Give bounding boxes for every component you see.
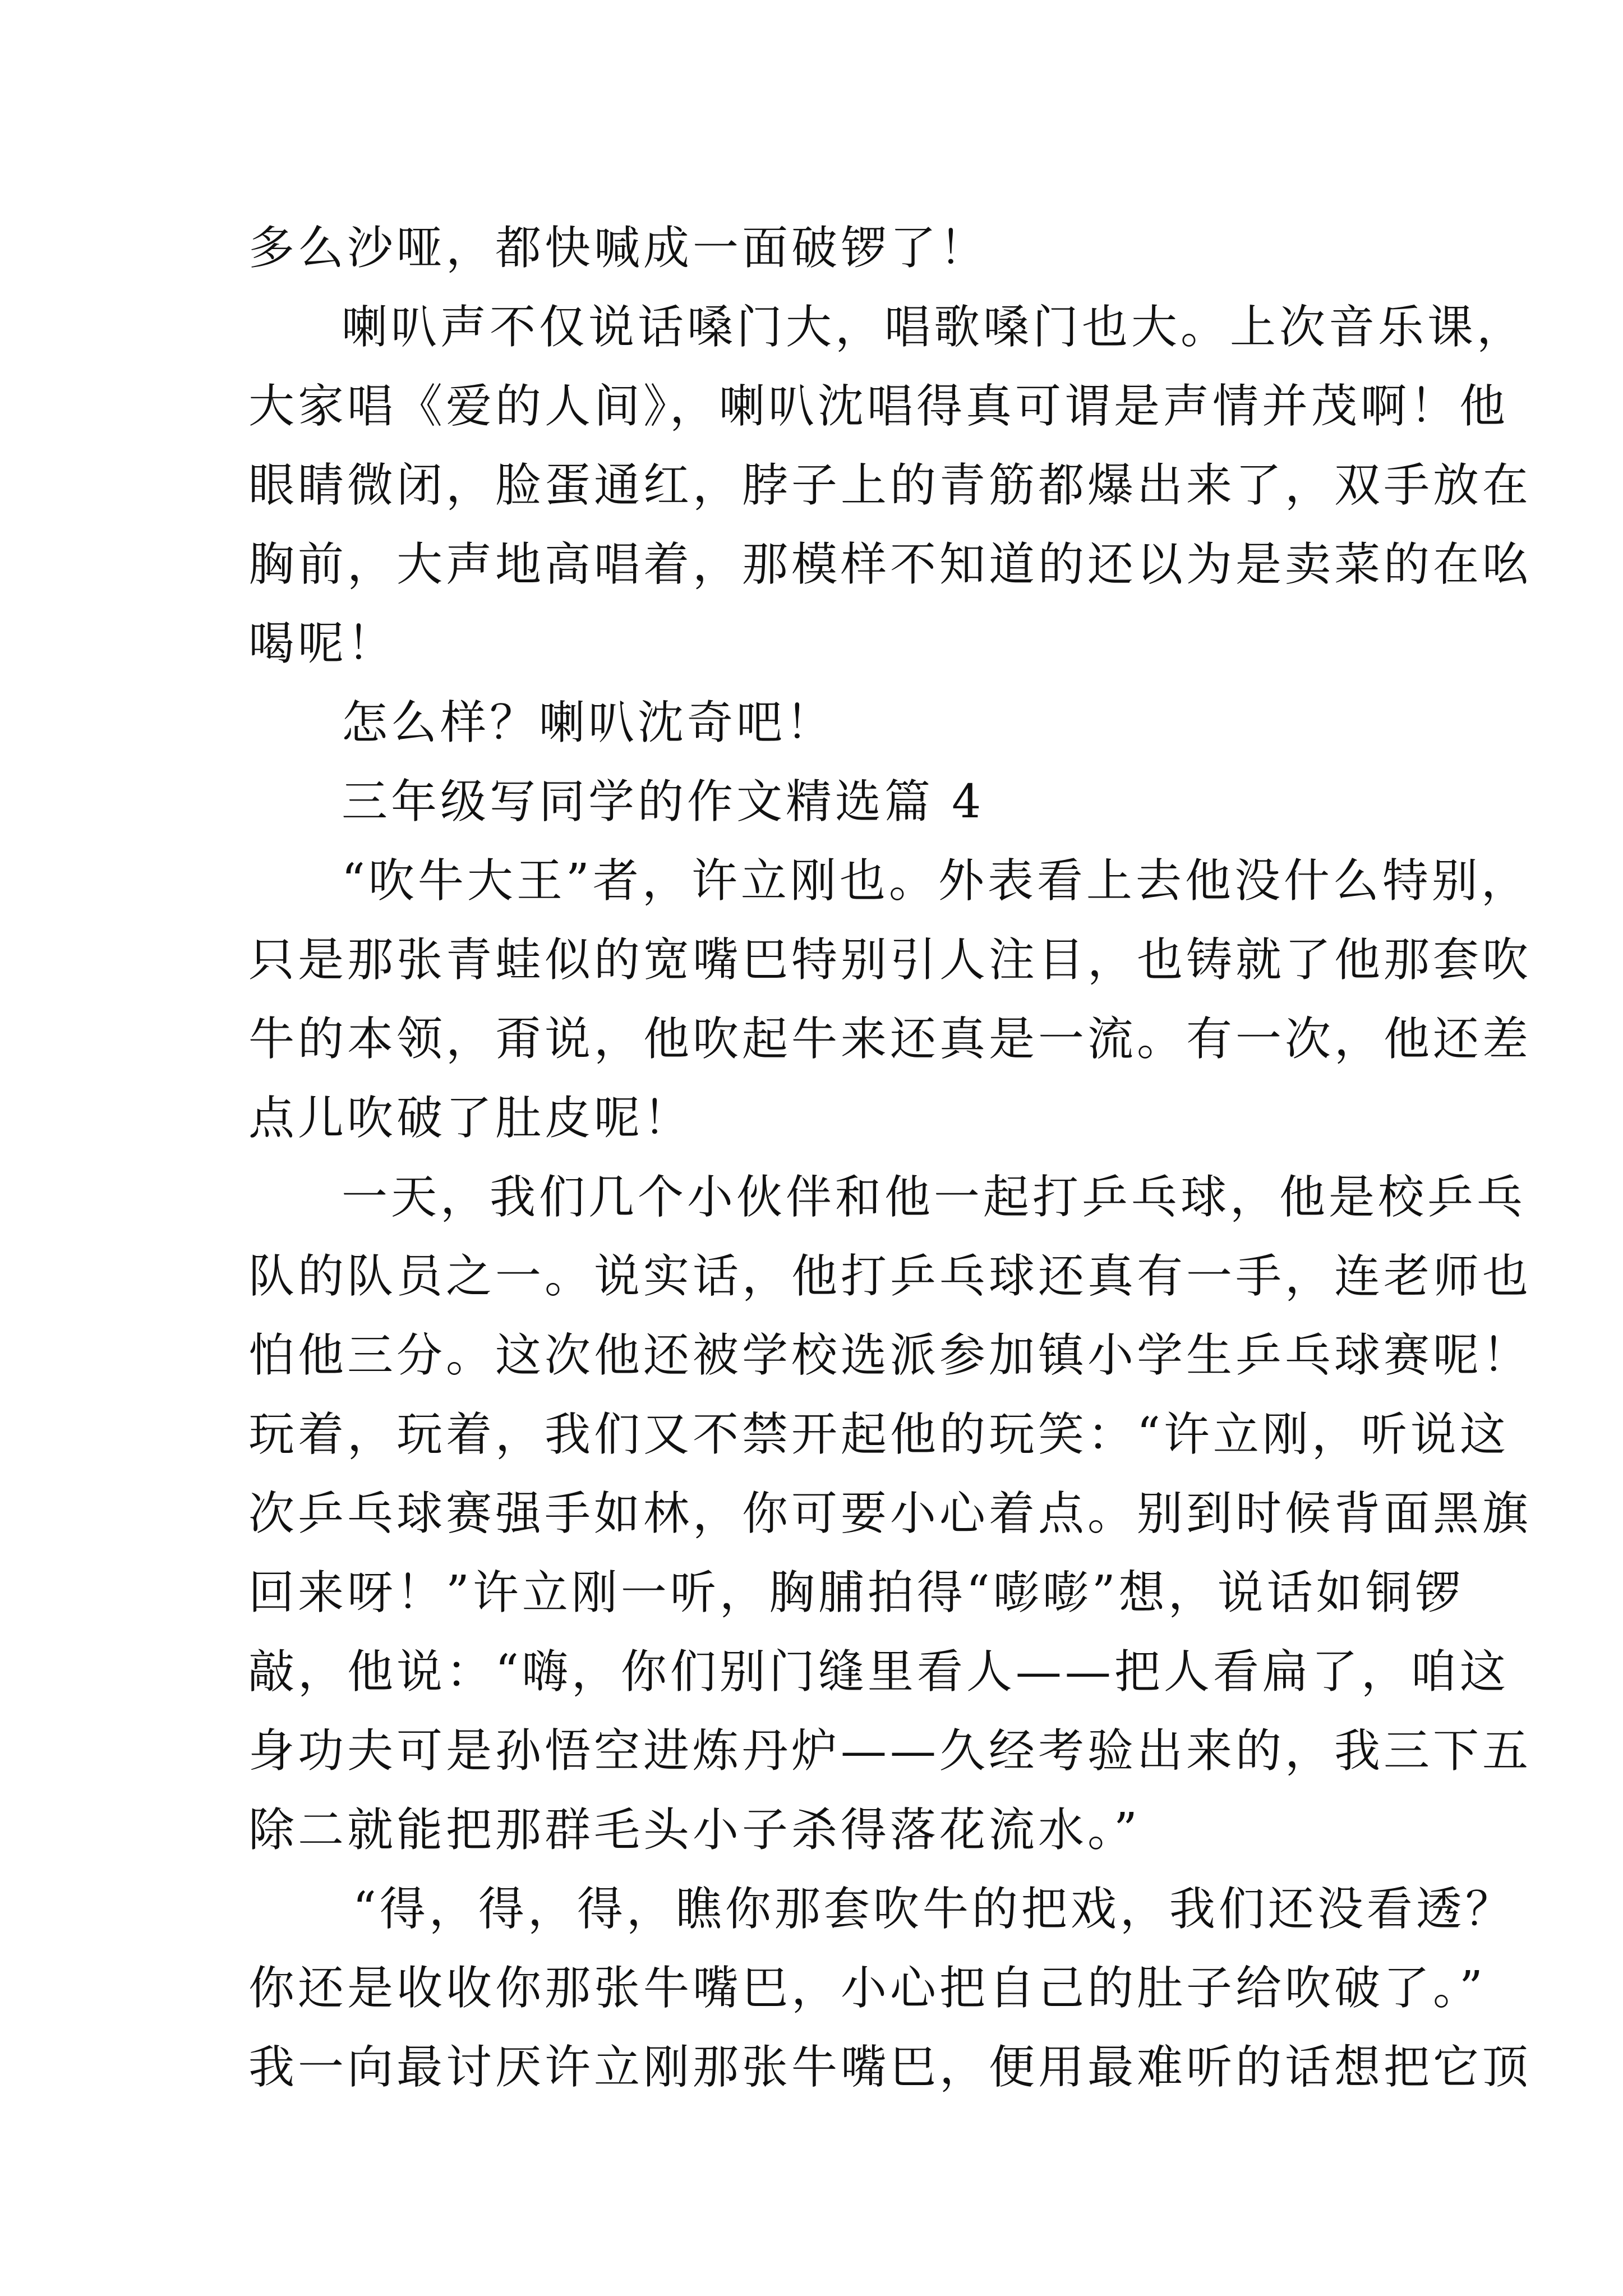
- text-line: 身功夫可是孙悟空进炼丹炉——久经考验出来的，我三下五: [248, 1724, 1532, 1778]
- text-line: 大家唱《爱的人间》，喇叭沈唱得真可谓是声情并茂啊！他: [248, 380, 1509, 433]
- text-line: 回来呀！”许立刚一听，胸脯拍得“嘭嘭”想，说话如铜锣: [248, 1566, 1464, 1619]
- text-line: 点儿吹破了肚皮呢！: [248, 1092, 693, 1145]
- text-line: 喝呢！: [248, 617, 397, 670]
- text-line: “吹牛大王”者，许立刚也。外表看上去他没什么特别，: [342, 854, 1530, 908]
- text-line: 喇叭声不仅说话嗓门大，唱歌嗓门也大。上次音乐课，: [342, 301, 1527, 354]
- text-line: 胸前，大声地高唱着，那模样不知道的还以为是卖菜的在吆: [248, 538, 1532, 591]
- text-line: 敲，他说：“嗨，你们别门缝里看人——把人看扁了，咱这: [248, 1645, 1509, 1699]
- text-line: “得，得，得，瞧你那套吹牛的把戏，我们还没看透？: [353, 1883, 1515, 1936]
- text-line: 次乒乓球赛强手如林，你可要小心着点。别到时候背面黑旗: [248, 1487, 1532, 1540]
- text-line: 玩着，玩着，我们又不禁开起他的玩笑：“许立刚，听说这: [248, 1408, 1509, 1461]
- text-line: 眼睛微闭，脸蛋通红，脖子上的青筋都爆出来了，双手放在: [248, 459, 1532, 512]
- text-line: 怎么样？喇叭沈奇吧！: [342, 696, 836, 749]
- section-heading: 三年级写同学的作文精选篇 4: [342, 775, 985, 829]
- text-line: 一天，我们几个小伙伴和他一起打乒乓球，他是校乒乓: [342, 1171, 1527, 1224]
- text-line: 怕他三分。这次他还被学校选派参加镇小学生乒乓球赛呢！: [248, 1329, 1532, 1382]
- text-line: 只是那张青蛙似的宽嘴巴特别引人注目，也铸就了他那套吹: [248, 933, 1532, 987]
- essay-text: [248, 209, 1532, 2107]
- text-line: 多么沙哑，都快喊成一面破锣了！: [248, 222, 989, 275]
- text-line: 我一向最讨厌许立刚那张牛嘴巴，便用最难听的话想把它顶: [248, 2041, 1532, 2094]
- text-line: 你还是收收你那张牛嘴巴，小心把自己的肚子给吹破了。”: [248, 1962, 1486, 2015]
- text-line: 除二就能把那群毛头小子杀得落花流水。”: [248, 1803, 1141, 1857]
- text-line: 队的队员之一。说实话，他打乒乓球还真有一手，连老师也: [248, 1250, 1532, 1303]
- text-line: 牛的本领，甭说，他吹起牛来还真是一流。有一次，他还差: [248, 1013, 1532, 1066]
